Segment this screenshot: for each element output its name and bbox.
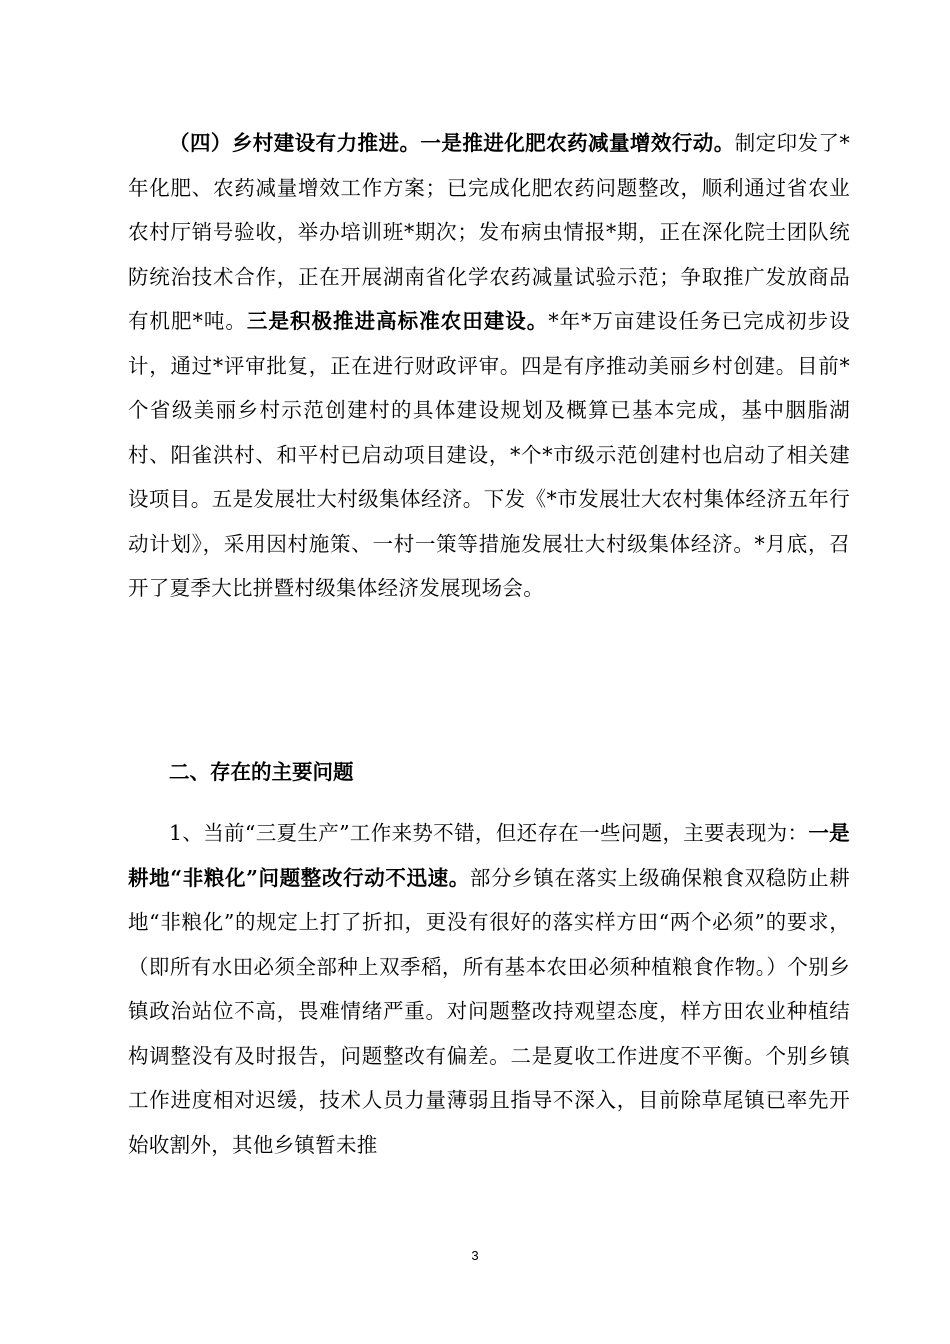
problem-1-item-1-title: 一是耕地“非粮化”问题整改行动不迅速。 bbox=[128, 821, 850, 890]
problem-1-item-1-body: 部分乡镇在落实上级确保粮食双稳防止耕地“非粮化”的规定上打了折扣，更没有很好的落实样方田“两个必须”的要求，（即所有水田必须全部种上双季稻，所有基本农田必须种植粮食作物。）个别乡镇政治站位不高，畏难情绪严重。对问题整改持观望态度，样方田农业种植结构调整没有及时报告，问题整改有偏差。二是夏收工作进度不平衡。个别乡镇工作进度相对迟缓，技术人员力量薄弱且指导不深入，目前除草尾镇已率先开始收割外，其他乡镇暂未推 bbox=[128, 865, 850, 1157]
section-2-heading: 二、存在的主要问题 bbox=[169, 760, 354, 784]
problem-1-intro: 1、当前“三夏生产”工作来势不错，但还存在一些问题，主要表现为： bbox=[169, 821, 809, 845]
item-3-title: 三是积极推进高标准农田建设。 bbox=[246, 309, 549, 333]
paragraph-section-4 bbox=[128, 121, 850, 611]
item-1-title: 一是推进化肥农药减量增效行动。 bbox=[420, 131, 735, 155]
page-number: 3 bbox=[471, 1248, 479, 1263]
section-4-title: （四）乡村建设有力推进。 bbox=[169, 131, 421, 155]
item-1-body: 制定印发了*年化肥、农药减量增效工作方案；已完成化肥农药问题整改，顺利通过省农业农村厅销号验收，举办培训班*期次；发布病虫情报*期，正在深化院士团队统防统治技术合作，正在开展湖南省化学农药减量试验示范；争取推广发放商品有机肥*吨。 bbox=[128, 131, 850, 333]
item-3-body: *年*万亩建设任务已完成初步设计，通过*评审批复，正在进行财政评审。四是有序推动美丽乡村创建。目前*个省级美丽乡村示范创建村的具体建设规划及概算已基本完成，基中胭脂湖村、阳雀洪村、和平村已启动项目建设，*个*市级示范创建村也启动了相关建设项目。五是发展壮大村级集体经济。下发《*市发展壮大农村集体经济五年行动计划》，采用因村施策、一村一策等措施发展壮大村级集体经济。*月底，召开了夏季大比拼暨村级集体经济发展现场会。 bbox=[128, 309, 850, 600]
paragraph-problem-1 bbox=[128, 811, 850, 1167]
